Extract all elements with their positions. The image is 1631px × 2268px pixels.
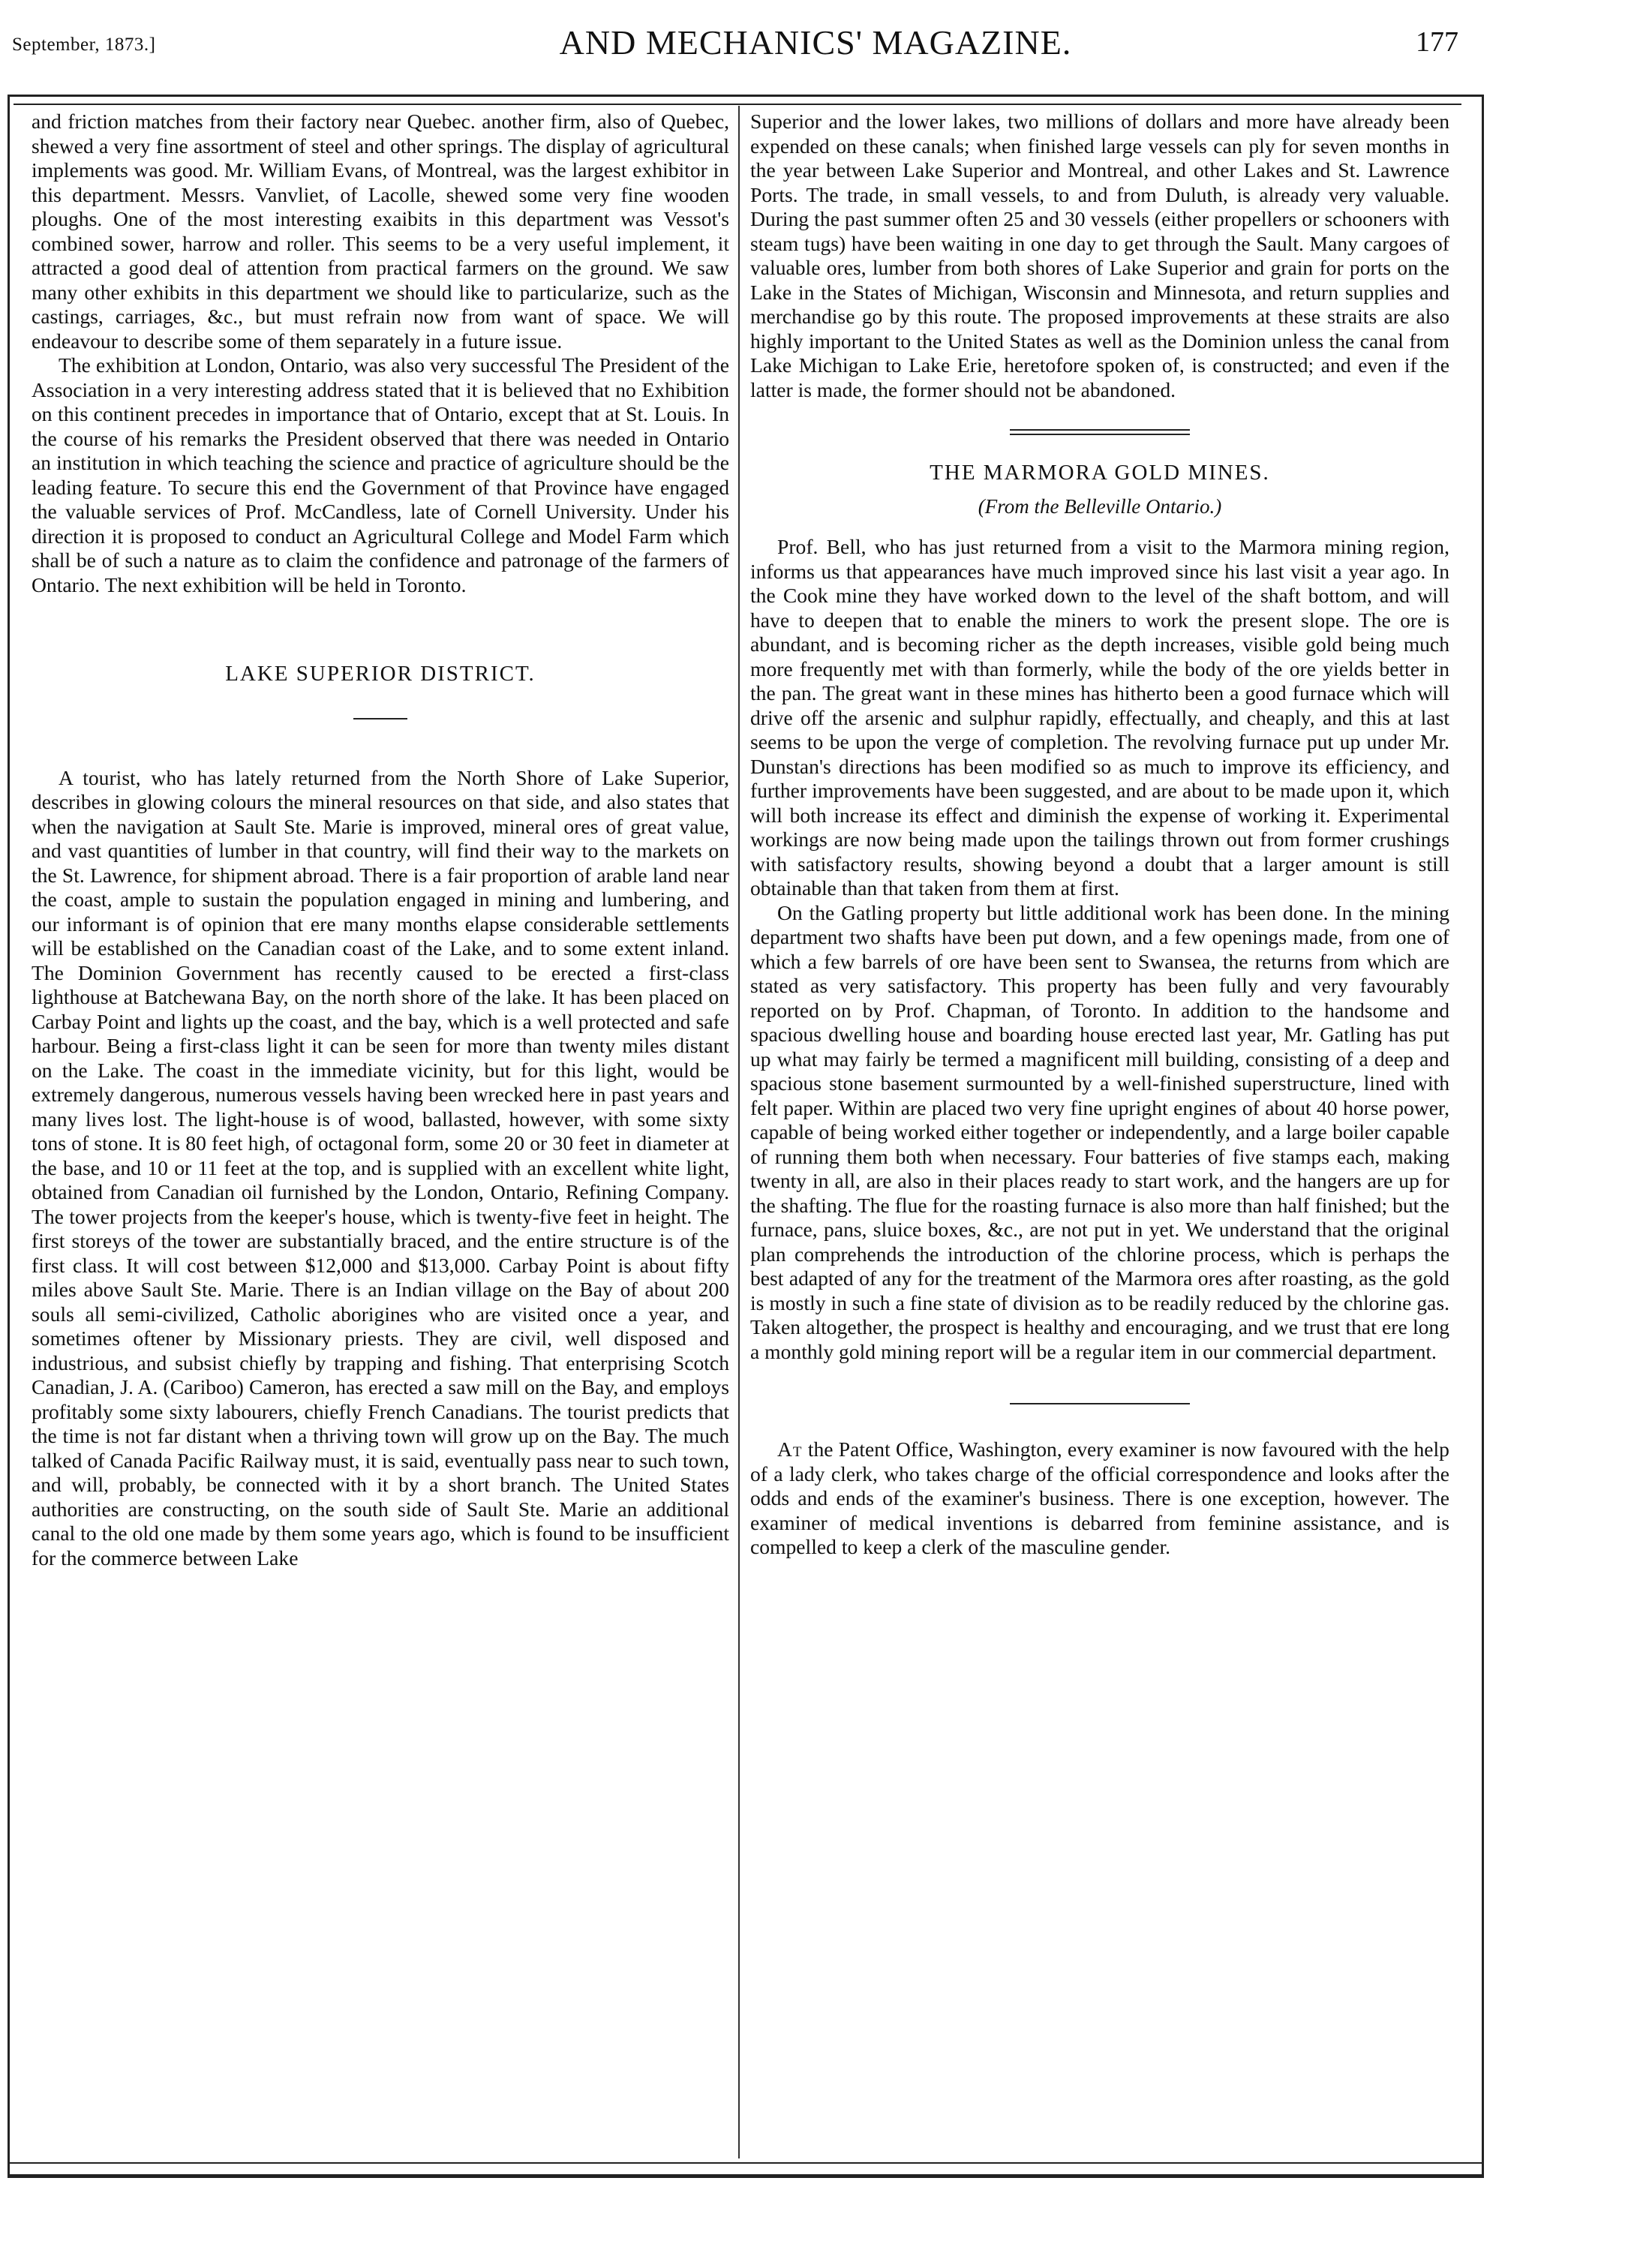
column-divider	[738, 106, 740, 2158]
marmora-source: (From the Belleville Ontario.)	[978, 494, 1222, 518]
lake-superior-continued: Superior and the lower lakes, two millions of dollars and more have already been expended on these canals; when finished large vessels can ply for seven months in the year between Lake Superior and Montreal, and other Lakes and St. Lawrence Ports. The trade, in small vessels, to and from Duluth, is already very valuable. During the past summer often 25 and 30 vessels (either propellers or schooners with steam tugs) have been waiting in one day to get through the Sault. Many cargoes of valuable ores, lumber from both shores of Lake Superior and grain for ports on the Lake in the States of Michigan, Wisconsin and Minnesota, and return supplies and merchandise go by this route. The proposed improvements at these straits are also highly important to the United States as well as the Dominion unless the canal from Lake Michigan to Lake Erie, heretofore spoken of, is constructed; and even if the latter is made, the former should not be abandoned.	[750, 110, 1449, 401]
agriculture-paragraph-2: The exhibition at London, Ontario, was also very successful The President of the Association in a very interesting address stated that it is believed that no Exhibition on this continent precedes in importance that of Ontario, except that at St. Louis. In the course of his remarks the President observed that there was needed in Ontario an institution in which teaching the science and practice of agriculture should be the leading feature. To secure this end the Government of that Province have engaged the valuable services of Prof. McCandless, late of Cornell University. Under his direction it is proposed to conduct an Agricultural College and Model Farm which shall be of such a nature as to claim the confidence and patronage of the farmers of Ontario. The next exhibition will be held in Toronto.	[32, 353, 729, 596]
marmora-paragraph-2: On the Gatling property but little additional work has been done. In the mining department two shafts have been put down, and a few openings made, from one of which a few barrels of ore have been sent to Swansea, the returns from which are stated as very satisfactory. This property has been fully and very favourably reported on by Prof. Chapman, of Toronto. In addition to the handsome and spacious dwelling house and boarding house erected last year, Mr. Gatling has put up what may fairly be termed a magnificent mill building, consisting of a deep and spacious stone basement surmounted by a well-finished superstructure, lined with felt paper. Within are placed two very fine upright engines of about 40 horse power, capable of being worked either together or independently, and a large boiler capable of running them both when necessary. Four batteries of five stamps each, making twenty in all, are also in their places ready to start work, and the hangers are up for the shafting. The flue for the roasting furnace is also more than half finished; but the furnace, pans, sluice boxes, &c., are not put in yet. We understand that the original plan comprehends the introduction of the chlorine process, which is perhaps the best adapted of any for the treatment of the Marmora ores after roasting, as the gold is mostly in such a fine state of division as to be readily reduced by the chlorine gas. Taken altogether, the prospect is healthy and encouraging, and we trust that ere long a monthly gold mining report will be a regular item in our commercial department.	[750, 900, 1449, 1363]
magazine-title: AND MECHANICS' MAGAZINE.	[559, 23, 1072, 62]
patent-office-paragraph	[750, 1437, 1449, 1560]
patent-lead-word: At	[777, 1437, 803, 1461]
agriculture-paragraph-1: and friction matches from their factory near Quebec. another firm, also of Quebec, shewed a very fine assortment of steel and other springs. The display of agricultural implements was good. Mr. William Evans, of Montreal, was the largest exhibitor in this department. Messrs. Vanvliet, of Lacolle, shewed some very fine wooden ploughs. One of the most interesting exaibits in this department was Vessot's combined sower, harrow and roller. This seems to be a very useful implement, it attracted a good deal of attention from practical farmers on the ground. We saw many other exhibits in this department we should like to particularize, such as the castings, carriages, &c., but must refrain now from want of space. We will endeavour to describe some of them separately in a future issue.	[32, 110, 729, 353]
marmora-heading: THE MARMORA GOLD MINES.	[930, 461, 1270, 485]
lake-superior-heading: LAKE SUPERIOR DISTRICT.	[225, 662, 536, 686]
marmora-paragraph-1: Prof. Bell, who has just returned from a visit to the Marmora mining region, informs us that appearances have much improved since his last visit a year ago. In the Cook mine they have worked down to the level of the shaft bottom, and will have to deepen that to enable the miners to work the present slope. The ore is abundant, and is becoming richer as the depth increases, visible gold being much more frequently met with than formerly, while the body of the ore yields better in the pan. The great want in these mines has hitherto been a good furnace which will drive off the arsenic and sulphur rapidly, effectually, and cheaply, and this at last seems to be upon the verge of completion. The revolving furnace put up under Mr. Dunstan's directions has been modified so as much to improve its efficiency, and further improvements have been suggested, and are about to be made upon it, which will both increase its effect and diminish the expense of working it. Experimental workings are now being made upon the tailings thrown out from former crushings with satisfactory results, showing beyond a doubt that a larger amount is still obtainable than that taken from them at first.	[750, 535, 1449, 900]
left-column	[32, 110, 729, 1570]
page-border-bottom	[8, 2162, 1484, 2178]
patent-office-text: the Patent Office, Washington, every examiner is now favoured with the help of a lady clerk, who takes charge of the official correspondence and looks after the odds and ends of the examiner's business. There is one exception, however. The examiner of medical inventions is debarred from feminine assistance, and is compelled to keep a clerk of the masculine gender.	[750, 1437, 1449, 1558]
lake-superior-paragraph: A tourist, who has lately returned from the North Shore of Lake Superior, describes in glowing colours the mineral resources on that side, and also states that when the navigation at Sault Ste. Marie is improved, mineral ores of great value, and vast quantities of lumber in that country, will find their way to the markets on the St. Lawrence, for shipment abroad. There is a fair proportion of arable land near the coast, ample to sustain the population engaged in mining and lumbering, and our informant is of opinion that ere many months elapse considerable settlements will be established on the Canadian coast of the Lake, and to some extent inland. The Dominion Government has recently caused to be erected a first-class lighthouse at Batchewana Bay, on the north shore of the lake. It has been placed on Carbay Point and lights up the coast, and the bay, which is a well protected and safe harbour. Being a first-class light it can be seen for more than twenty miles distant on the Lake. The coast in the immediate vicinity, but for this light, would be extremely dangerous, numerous vessels having been wrecked here in past years and many lives lost. The light-house is of wood, ballasted, however, with some sixty tons of stone. It is 80 feet high, of octagonal form, some 20 or 30 feet in diameter at the base, and 10 or 11 feet at the top, and is supplied with an excellent white light, obtained from Canadian oil furnished by the London, Ontario, Refining Company. The tower projects from the keeper's house, which is twenty-five feet in height. The first storeys of the tower are substantially braced, and the entire structure is of the first class. It will cost between $12,000 and $13,000. Carbay Point is about fifty miles above Sault Ste. Marie. There is an Indian village on the Bay of about 200 souls all semi-civilized, Catholic aborigines who are visited once a year, and sometimes oftener by Missionary priests. They are civil, well disposed and industrious, and subsist chiefly by trapping and fishing. That enterprising Scotch Canadian, J. A. (Cariboo) Cameron, has erected a saw mill on the Bay, and employs profitably some sixty labourers, chiefly French Canadians. The tourist predicts that the time is not far distant when a thriving town will grow up on the Bay. The much talked of Canada Pacific Railway must, it is said, eventually pass near to such town, and will, probably, be connected with it by a short branch. The United States authorities are constructing, on the south side of Sault Ste. Marie an additional canal to the old one made by them some years ago, which is found to be insufficient for the commerce between Lake	[32, 765, 729, 1570]
page-number: 177	[1416, 26, 1458, 58]
section-double-rule	[1010, 429, 1190, 435]
issue-date: September, 1873.]	[12, 35, 156, 55]
right-column	[750, 110, 1449, 1560]
running-head	[0, 23, 1631, 68]
